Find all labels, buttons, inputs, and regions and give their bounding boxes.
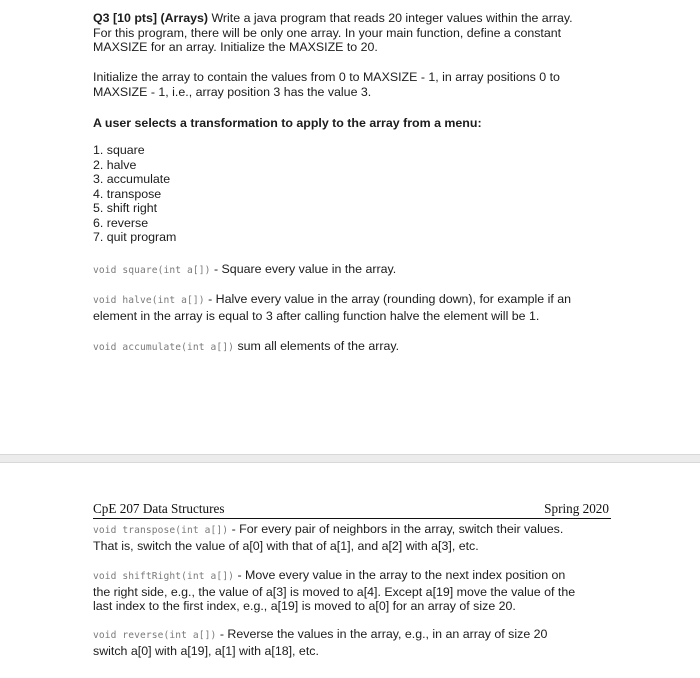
square-signature: void square(int a[]) xyxy=(93,265,211,276)
menu-item-accumulate: 3. accumulate xyxy=(93,172,171,186)
reverse-signature: void reverse(int a[]) xyxy=(93,630,217,641)
question-label: Q3 [10 pts] (Arrays) xyxy=(93,11,208,25)
question-paragraph xyxy=(93,11,603,55)
menu-item-halve: 2. halve xyxy=(93,157,137,172)
shift-right-description-line2: the right side, e.g., the value of a[3] is moved to a[4]. Except a[19] move the value of the xyxy=(93,584,576,599)
menu-item-reverse: 6. reverse xyxy=(93,215,149,230)
accumulate-function xyxy=(93,339,623,356)
menu-intro: A user selects a transformation to apply to the array from a menu: xyxy=(93,116,482,130)
init-line2: MAXSIZE - 1, i.e., array position 3 has the value 3. xyxy=(93,84,372,99)
menu-list xyxy=(93,143,176,245)
halve-description-line1: - Halve every value in the array (rounding down), for example if an xyxy=(204,292,572,306)
course-title: CpE 207 Data Structures xyxy=(93,501,225,516)
page-header xyxy=(93,500,611,519)
halve-description-line2: element in the array is equal to 3 after calling function halve the element will be 1. xyxy=(93,308,540,323)
transpose-description-line2: That is, switch the value of a[0] with that of a[1], and a[2] with a[3], etc. xyxy=(93,538,479,553)
shift-right-function xyxy=(93,568,623,614)
question-line3: MAXSIZE for an array. Initialize the MAXSIZE to 20. xyxy=(93,40,378,55)
transpose-function xyxy=(93,522,623,553)
reverse-function xyxy=(93,627,623,658)
transpose-signature: void transpose(int a[]) xyxy=(93,525,229,536)
shift-right-description-line1: - Move every value in the array to the next index position on xyxy=(234,568,566,582)
accumulate-signature: void accumulate(int a[]) xyxy=(93,342,235,353)
halve-signature: void halve(int a[]) xyxy=(93,295,205,306)
shift-right-description-line3: last index to the first index, e.g., a[19] is moved to a[0] for an array of size 20. xyxy=(93,599,516,614)
init-paragraph xyxy=(93,70,603,99)
menu-item-transpose: 4. transpose xyxy=(93,186,162,201)
reverse-description-line1: - Reverse the values in the array, e.g., in an array of size 20 xyxy=(216,627,548,641)
question-line2: For this program, there will be only one array. In your main function, define a constant xyxy=(93,25,562,40)
menu-item-square: 1. square xyxy=(93,143,145,157)
reverse-description-line2: switch a[0] with a[19], a[1] with a[18], etc. xyxy=(93,643,319,658)
menu-item-quit: 7. quit program xyxy=(93,230,177,244)
shift-right-signature: void shiftRight(int a[]) xyxy=(93,571,235,582)
term: Spring 2020 xyxy=(544,501,609,516)
accumulate-description: sum all elements of the array. xyxy=(234,339,400,353)
question-line1: Write a java program that reads 20 integer values within the array. xyxy=(208,11,573,25)
square-function xyxy=(93,262,623,279)
menu-item-shift-right: 5. shift right xyxy=(93,201,158,215)
square-description: - Square every value in the array. xyxy=(210,262,397,276)
halve-function xyxy=(93,292,623,323)
init-line1: Initialize the array to contain the values from 0 to MAXSIZE - 1, in array positions 0 to xyxy=(93,70,560,84)
transpose-description-line1: - For every pair of neighbors in the array, switch their values. xyxy=(228,522,564,536)
